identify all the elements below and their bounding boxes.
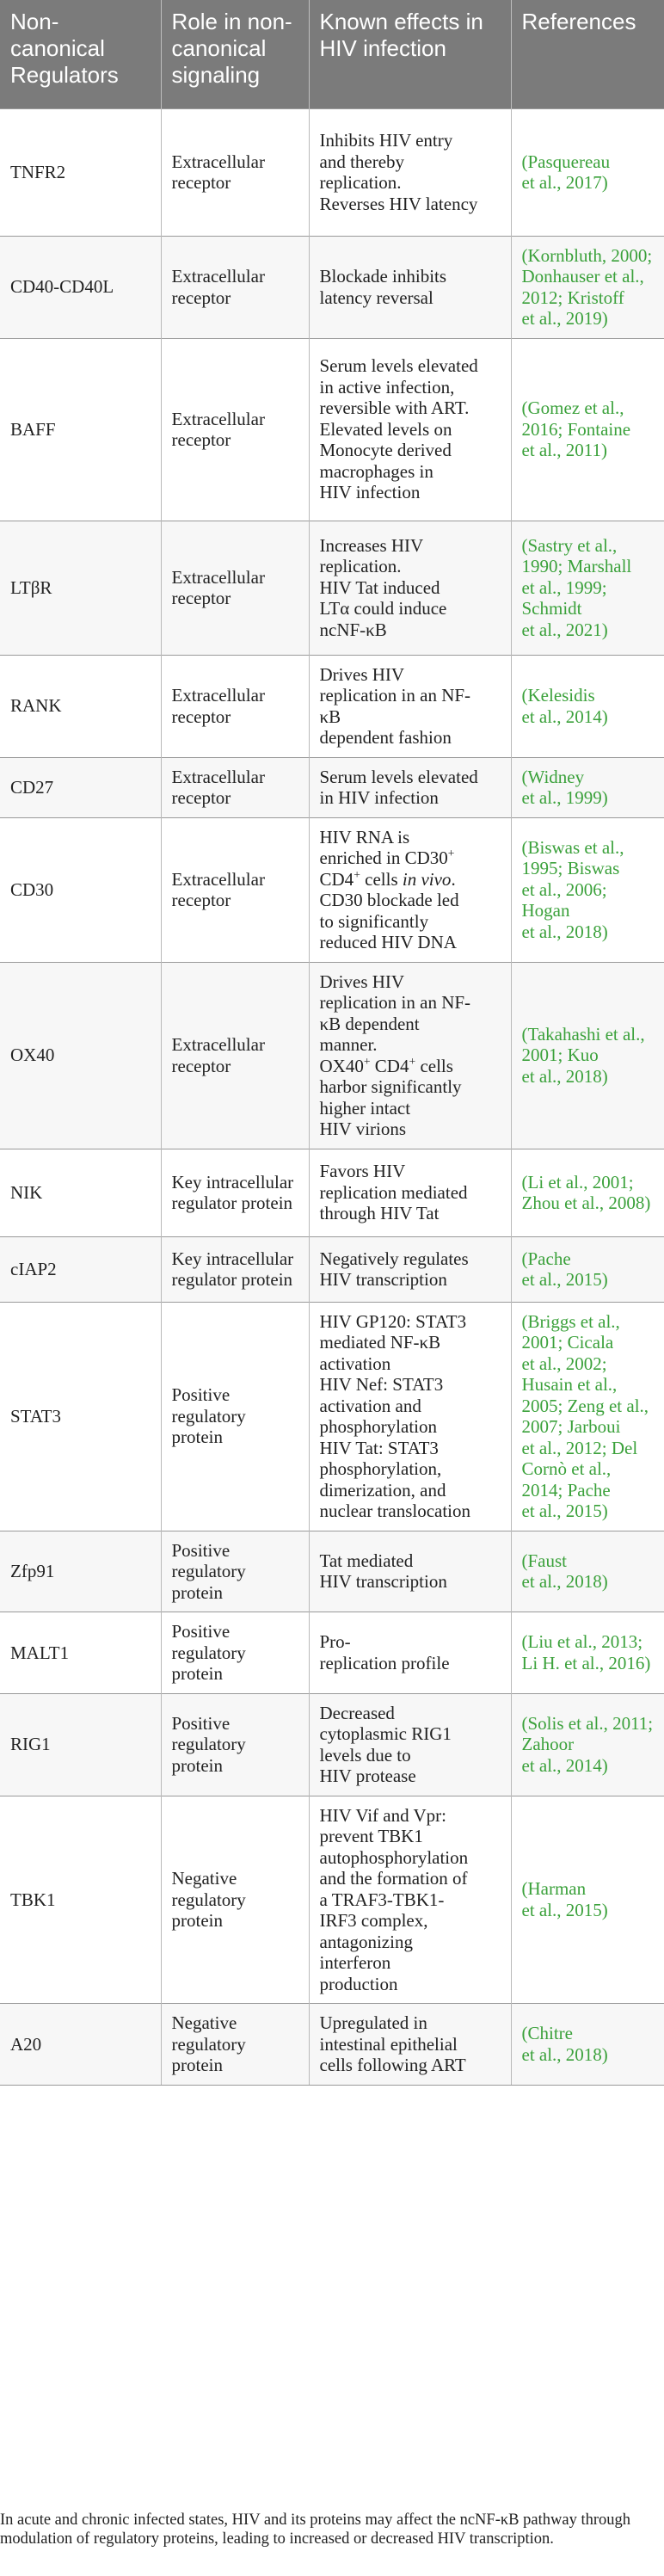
effect-line: OX40+ CD4+ cells	[319, 1054, 453, 1076]
header-role: Role in non-canonical signaling	[161, 0, 309, 108]
reference-link[interactable]: et al., 2015)	[521, 1269, 608, 1290]
effect-line: HIV virions	[319, 1119, 407, 1139]
regulator-cell: TBK1	[0, 1796, 161, 2004]
effect-line: HIV GP120: STAT3	[319, 1310, 467, 1332]
effect-line: intestinal epithelial	[319, 2033, 458, 2055]
effect-line: LTα could induce	[319, 598, 447, 619]
effect-line: replication.	[319, 172, 402, 193]
effect-line: HIV Tat induced	[319, 576, 440, 598]
reference-link[interactable]: et al., 2015)	[521, 1501, 608, 1521]
regulator-cell: CD30	[0, 817, 161, 962]
reference-cell	[511, 1236, 664, 1302]
regulator-cell: TNFR2	[0, 108, 161, 236]
reference-cell	[511, 1149, 664, 1236]
role-cell: Extracellular receptor	[161, 817, 309, 962]
reference-link[interactable]: (Pasquereau	[521, 151, 611, 172]
effect-line: IRF3 complex,	[319, 1910, 428, 1931]
effect-cell	[309, 236, 511, 338]
reference-link[interactable]: et al., 2021)	[521, 619, 608, 640]
table-row	[0, 1693, 664, 1796]
effect-line: Increases HIV	[319, 534, 424, 556]
effect-cell	[309, 757, 511, 817]
table-body	[0, 108, 664, 2085]
reference-link[interactable]: (Takahashi et al.,	[521, 1023, 645, 1045]
reference-link[interactable]: et al., 2017)	[521, 172, 608, 193]
reference-link[interactable]: (Gomez et al.,	[521, 397, 624, 419]
reference-link[interactable]: Zhou et al., 2008)	[521, 1192, 651, 1213]
reference-link[interactable]: et al., 2018)	[521, 1065, 608, 1087]
table-row	[0, 1236, 664, 1302]
reference-link[interactable]: et al., 2014)	[521, 1754, 608, 1776]
effect-line: HIV Nef: STAT3	[319, 1374, 444, 1395]
effect-line: Serum levels elevated	[319, 355, 478, 377]
table-row	[0, 108, 664, 236]
role-cell: Negative regulatory protein	[161, 2004, 309, 2086]
header-regulators: Non-canonical Regulators	[0, 0, 161, 108]
reference-link[interactable]: 2001; Cicala	[521, 1332, 614, 1353]
effect-line: in active infection,	[319, 376, 455, 397]
reference-cell	[511, 521, 664, 655]
regulator-cell: CD27	[0, 757, 161, 817]
reference-link[interactable]: et al., 2018)	[521, 921, 608, 942]
reference-link[interactable]: (Biswas et al.,	[521, 836, 624, 858]
effect-line: levels due to	[319, 1744, 411, 1766]
effect-line: to significantly	[319, 910, 429, 932]
role-cell: Key intracellular regulator protein	[161, 1149, 309, 1236]
reference-link[interactable]: Donhauser et al.,	[521, 266, 644, 287]
reference-link[interactable]: et al., 2018)	[521, 2043, 608, 2065]
table-row	[0, 1531, 664, 1612]
reference-link[interactable]: et al., 2011)	[521, 440, 608, 461]
reference-link[interactable]: (Briggs et al.,	[521, 1310, 620, 1332]
effect-line: in HIV infection	[319, 787, 439, 808]
effect-cell	[309, 521, 511, 655]
regulator-cell: Zfp91	[0, 1531, 161, 1612]
reference-link[interactable]: 2005; Zeng et al.,	[521, 1395, 649, 1416]
effect-cell	[309, 1796, 511, 2004]
role-cell: Extracellular receptor	[161, 655, 309, 757]
effect-line: through HIV Tat	[319, 1203, 440, 1224]
regulator-cell: RANK	[0, 655, 161, 757]
role-cell: Negative regulatory protein	[161, 1796, 309, 2004]
reference-link[interactable]: et al., 1999;	[521, 576, 607, 598]
role-cell: Positive regulatory protein	[161, 1693, 309, 1796]
reference-link[interactable]: et al., 2019)	[521, 308, 608, 329]
reference-link[interactable]: et al., 2015)	[521, 1899, 608, 1920]
reference-link[interactable]: Cornò et al.,	[521, 1458, 612, 1479]
reference-link[interactable]: (Harman	[521, 1878, 587, 1900]
reference-link[interactable]: et al., 2002;	[521, 1353, 607, 1374]
reference-link[interactable]: Zahoor	[521, 1734, 575, 1755]
regulator-cell: RIG1	[0, 1693, 161, 1796]
effect-line: ncNF-κB	[319, 619, 387, 640]
role-cell: Extracellular receptor	[161, 108, 309, 236]
header-row	[0, 0, 664, 108]
effect-line: replication.	[319, 556, 402, 577]
regulator-cell: CD40-CD40L	[0, 236, 161, 338]
reference-link[interactable]: Husain et al.,	[521, 1374, 618, 1395]
effect-line: phosphorylation,	[319, 1458, 442, 1479]
effect-line: Inhibits HIV entry	[319, 130, 453, 151]
effect-line: and the formation of	[319, 1868, 468, 1889]
reference-cell	[511, 2004, 664, 2086]
effect-line: dimerization, and	[319, 1479, 446, 1501]
effect-line: Monocyte derived	[319, 440, 452, 461]
reference-link[interactable]: 2016; Fontaine	[521, 418, 631, 440]
regulator-cell: A20	[0, 2004, 161, 2086]
effect-line: Drives HIV	[319, 971, 405, 992]
reference-link[interactable]: 2014; Pache	[521, 1479, 611, 1501]
reference-link[interactable]: (Li et al., 2001;	[521, 1171, 634, 1192]
effect-line: mediated NF-κB	[319, 1332, 441, 1353]
effect-line: replication in an NF-	[319, 992, 471, 1013]
table-row	[0, 521, 664, 655]
effect-line: Pro-	[319, 1631, 351, 1653]
reference-link[interactable]: (Kornbluth, 2000;	[521, 244, 653, 266]
effect-cell	[309, 338, 511, 521]
effect-line: activation and	[319, 1395, 421, 1416]
header-effects: Known effects in HIV infection	[309, 0, 511, 108]
reference-cell	[511, 1612, 664, 1694]
effect-line: HIV transcription	[319, 1571, 447, 1593]
reference-cell	[511, 757, 664, 817]
reference-link[interactable]: et al., 2014)	[521, 706, 608, 727]
role-cell: Extracellular receptor	[161, 338, 309, 521]
effect-line: harbor significantly	[319, 1076, 462, 1097]
regulator-cell: MALT1	[0, 1612, 161, 1694]
effect-line: nuclear translocation	[319, 1501, 471, 1521]
effect-line: manner.	[319, 1034, 378, 1055]
effect-line: phosphorylation	[319, 1416, 437, 1437]
table-row	[0, 817, 664, 962]
table-row	[0, 1612, 664, 1694]
effect-line: Blockade inhibits	[319, 266, 447, 287]
effect-line: reversible with ART.	[319, 397, 470, 419]
reference-cell	[511, 962, 664, 1149]
role-cell: Key intracellular regulator protein	[161, 1236, 309, 1302]
table-row	[0, 236, 664, 338]
effect-line: CD4+ cells in vivo.	[319, 867, 456, 890]
reference-link[interactable]: 1990; Marshall	[521, 556, 632, 577]
reference-cell	[511, 236, 664, 338]
reference-cell	[511, 1796, 664, 2004]
effect-cell	[309, 1236, 511, 1302]
effect-line: HIV protease	[319, 1766, 416, 1786]
effect-line: Negatively regulates	[319, 1248, 469, 1269]
effect-line: interferon	[319, 1952, 391, 1973]
reference-cell	[511, 1531, 664, 1612]
effect-cell	[309, 1612, 511, 1694]
effect-line: latency reversal	[319, 287, 433, 308]
effect-line: CD30 blockade led	[319, 890, 459, 910]
table-row	[0, 1796, 664, 2004]
effect-line: Serum levels elevated	[319, 766, 478, 787]
effect-line: HIV Tat: STAT3	[319, 1437, 439, 1458]
effect-cell	[309, 1302, 511, 1531]
table-row	[0, 338, 664, 521]
effect-line: autophosphorylation	[319, 1846, 469, 1868]
role-cell: Positive regulatory protein	[161, 1612, 309, 1694]
reference-link[interactable]: 2012; Kristoff	[521, 287, 624, 308]
effect-line: replication profile	[319, 1652, 450, 1673]
reference-link[interactable]: Li H. et al., 2016)	[521, 1652, 651, 1673]
role-cell: Extracellular receptor	[161, 757, 309, 817]
regulator-cell: NIK	[0, 1149, 161, 1236]
effect-line: replication in an NF-	[319, 685, 471, 706]
effect-line: Drives HIV	[319, 663, 405, 685]
effect-line: replication mediated	[319, 1181, 468, 1203]
reference-link[interactable]: (Faust	[521, 1550, 567, 1571]
effect-line: enriched in CD30+	[319, 847, 455, 868]
effect-cell	[309, 1531, 511, 1612]
effect-line: cells following ART	[319, 2055, 466, 2075]
effect-line: Upregulated in	[319, 2012, 427, 2033]
table-row	[0, 655, 664, 757]
effect-line: Tat mediated	[319, 1550, 414, 1571]
role-cell: Extracellular receptor	[161, 521, 309, 655]
effect-line: reduced HIV DNA	[319, 932, 457, 952]
table-row	[0, 1149, 664, 1236]
effect-line: and thereby	[319, 151, 405, 172]
effect-cell	[309, 962, 511, 1149]
reference-link[interactable]: (Chitre	[521, 2023, 573, 2044]
reference-cell	[511, 338, 664, 521]
effect-line: antagonizing	[319, 1931, 413, 1952]
effect-line: Decreased	[319, 1702, 395, 1723]
effect-line: κB dependent	[319, 1013, 420, 1034]
reference-cell	[511, 1693, 664, 1796]
effect-cell	[309, 1693, 511, 1796]
effect-line: Reverses HIV latency	[319, 193, 478, 214]
effect-line: activation	[319, 1353, 391, 1374]
reference-link[interactable]: (Pache	[521, 1248, 571, 1269]
reference-link[interactable]: Schmidt	[521, 598, 582, 619]
effect-line: production	[319, 1973, 398, 1994]
reference-link[interactable]: (Kelesidis	[521, 685, 595, 706]
reference-link[interactable]: et al., 1999)	[521, 787, 608, 808]
effect-line: dependent fashion	[319, 727, 452, 748]
regulator-cell: STAT3	[0, 1302, 161, 1531]
effect-line: HIV Vif and Vpr:	[319, 1804, 446, 1826]
table-row	[0, 757, 664, 817]
reference-link[interactable]: 1995; Biswas	[521, 858, 620, 879]
effect-line: κB	[319, 706, 341, 727]
effect-line: Elevated levels on	[319, 418, 452, 440]
effect-line: a TRAF3-TBK1-	[319, 1889, 445, 1910]
table-footnote: In acute and chronic infected states, HIV and its proteins may affect the ncNF-κB pathway through modulation of regulatory proteins, leading to increased or decreased HIV transcription.	[0, 2511, 630, 2548]
table-row	[0, 962, 664, 1149]
reference-link[interactable]: (Liu et al., 2013;	[521, 1631, 643, 1653]
effect-line: Favors HIV	[319, 1161, 406, 1182]
effect-line: higher intact	[319, 1097, 411, 1119]
effect-line: prevent TBK1	[319, 1826, 423, 1846]
reference-link[interactable]: Hogan	[521, 900, 570, 921]
role-cell: Positive regulatory protein	[161, 1531, 309, 1612]
regulator-cell: OX40	[0, 962, 161, 1149]
reference-link[interactable]: et al., 2018)	[521, 1571, 608, 1593]
effect-cell	[309, 2004, 511, 2086]
table-row	[0, 2004, 664, 2086]
reference-link[interactable]: (Widney	[521, 766, 585, 787]
role-cell: Positive regulatory protein	[161, 1302, 309, 1531]
effect-cell	[309, 108, 511, 236]
effect-line: macrophages in	[319, 460, 433, 482]
reference-link[interactable]: et al., 2006;	[521, 878, 607, 900]
reference-cell	[511, 655, 664, 757]
reference-link[interactable]: 2007; Jarboui	[521, 1416, 621, 1437]
reference-link[interactable]: 2001; Kuo	[521, 1045, 599, 1066]
effect-line: cytoplasmic RIG1	[319, 1723, 452, 1744]
reference-link[interactable]: (Sastry et al.,	[521, 534, 618, 556]
reference-cell	[511, 817, 664, 962]
reference-link[interactable]: (Solis et al., 2011;	[521, 1712, 654, 1734]
reference-cell	[511, 108, 664, 236]
header-references: References	[511, 0, 664, 108]
reference-link[interactable]: et al., 2012; Del	[521, 1437, 638, 1458]
effect-cell	[309, 817, 511, 962]
reference-cell	[511, 1302, 664, 1531]
effect-cell	[309, 655, 511, 757]
role-cell: Extracellular receptor	[161, 962, 309, 1149]
role-cell: Extracellular receptor	[161, 236, 309, 338]
table-row	[0, 1302, 664, 1531]
effect-line: HIV infection	[319, 482, 421, 503]
effect-cell	[309, 1149, 511, 1236]
effect-line: HIV RNA is	[319, 826, 410, 847]
effect-line: HIV transcription	[319, 1269, 447, 1290]
regulator-cell: cIAP2	[0, 1236, 161, 1302]
regulator-cell: BAFF	[0, 338, 161, 521]
regulator-cell: LTβR	[0, 521, 161, 655]
